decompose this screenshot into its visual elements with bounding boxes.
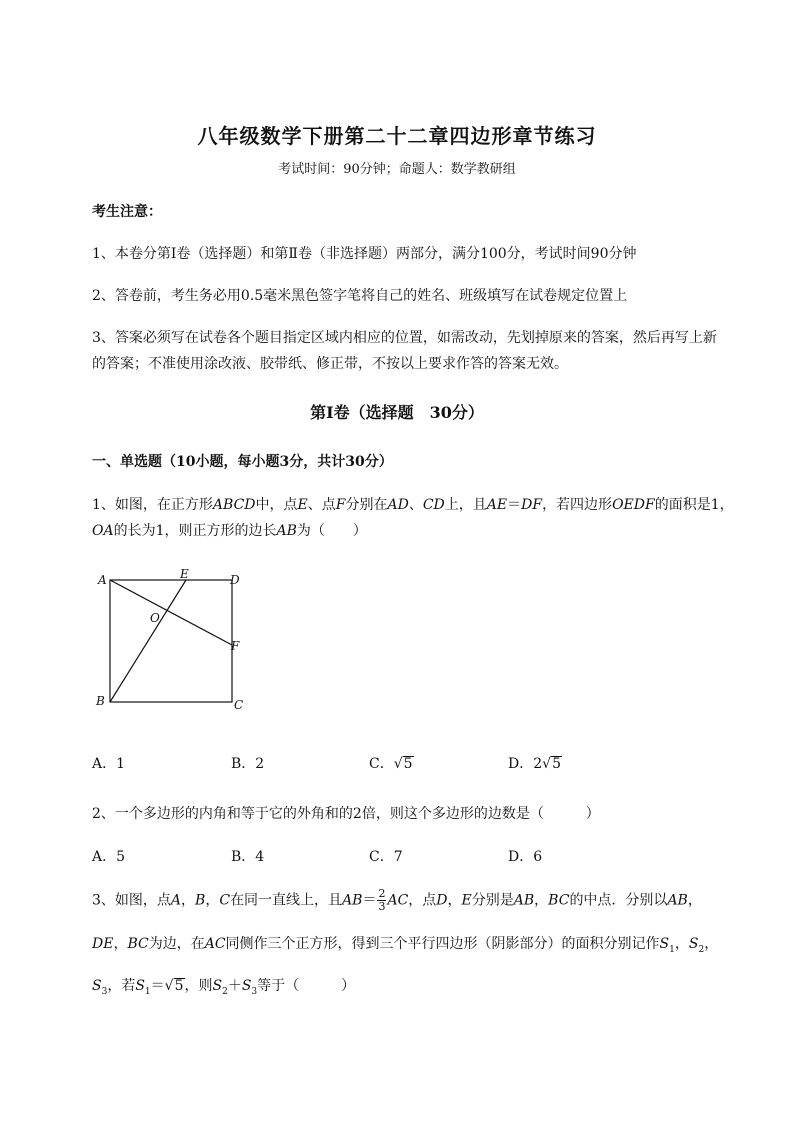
notice-item-2: 2、答卷前，考生务必用0.5毫米黑色签字笔将自己的姓名、班级填写在试卷规定位置上 xyxy=(92,288,628,304)
exam-info: 考试时间：90分钟；命题人：数学教研组 xyxy=(278,162,516,177)
q1-option-a[interactable]: A．1 xyxy=(92,756,126,772)
q1-option-c[interactable]: C．√5 xyxy=(369,756,413,772)
part-title: 一、单选题（10小题，每小题3分，共计30分） xyxy=(92,454,393,470)
q1-option-d[interactable]: D．2√5 xyxy=(508,756,561,772)
notice-heading: 考生注意： xyxy=(92,204,162,220)
q2-option-c[interactable]: C．7 xyxy=(369,849,403,865)
page-title: 八年级数学下册第二十二章四边形章节练习 xyxy=(197,124,597,148)
square-figure xyxy=(92,566,262,716)
question-1-line-1: 1、如图，在正方形ABCD中，点E、点F分别在AD、CD上，且AE＝DF，若四边形OEDF的面积是1， xyxy=(92,497,734,513)
question-3-line-3: $S_3$，若$S_1=√5$，则$S_2+S_3$等于（ ） xyxy=(92,978,356,997)
q2-option-a[interactable]: A．5 xyxy=(92,849,126,865)
question-3-line-2: DE，BC为边，在AC同侧作三个正方形，得到三个平行四边形（阴影部分）的面积分别记作$S_1$，$S_2$， xyxy=(92,936,719,955)
label-f: F xyxy=(231,639,240,653)
q1-option-b[interactable]: B．2 xyxy=(231,756,265,772)
square-abcd xyxy=(110,580,232,702)
section-title: 第I卷（选择题 30分） xyxy=(310,403,484,422)
label-c: C xyxy=(234,698,244,712)
question-3-line-1: 3、如图，点A，B，C在同一直线上，且AB＝ $\frac{2}{3}$ AC，点D，E分别是AB，BC的中点．分别以AB， xyxy=(92,887,702,914)
label-e: E xyxy=(180,567,189,581)
notice-item-3-cont: 的答案；不准使用涂改液、胶带纸、修正带，不按以上要求作答的答案无效。 xyxy=(92,356,568,372)
label-o: O xyxy=(150,611,160,625)
segment-af xyxy=(110,580,232,645)
notice-item-1: 1、本卷分第I卷（选择题）和第Ⅱ卷（非选择题）两部分，满分100分，考试时间90分钟 xyxy=(92,246,637,262)
segment-be xyxy=(110,580,186,702)
q2-option-d[interactable]: D．6 xyxy=(508,849,543,865)
q2-option-b[interactable]: B．4 xyxy=(231,849,265,865)
question-1-line-2: OA的长为1，则正方形的边长AB为（ ） xyxy=(92,523,367,539)
fraction-two-thirds: $\frac{2}{3}$ xyxy=(378,887,386,914)
label-a: A xyxy=(98,573,107,587)
label-d: D xyxy=(230,573,240,587)
notice-item-3: 3、答案必须写在试卷各个题目指定区域内相应的位置，如需改动，先划掉原来的答案，然后再写上新 xyxy=(92,330,717,346)
question-2: 2、一个多边形的内角和等于它的外角和的2倍，则这个多边形的边数是（ ） xyxy=(92,806,600,822)
label-b: B xyxy=(96,694,105,708)
